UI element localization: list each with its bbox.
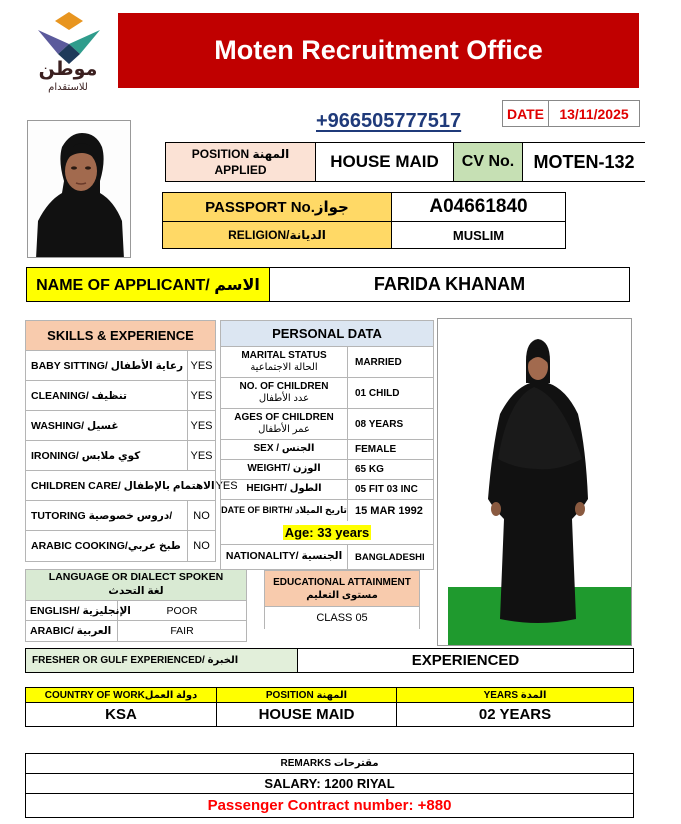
personal-value: 65 KG: [355, 464, 384, 475]
nationality-value: BANGLADESHI: [355, 551, 425, 563]
skill-row: [26, 471, 238, 501]
applicant-portrait-icon: [28, 121, 131, 258]
passport-photo: [27, 120, 131, 258]
skill-value: YES: [215, 479, 238, 492]
personal-row: [221, 480, 433, 500]
applicant-name-row: [26, 267, 630, 302]
label-en: AGES OF CHILDREN: [234, 411, 334, 423]
education-value: CLASS 05: [316, 612, 368, 624]
education-title: [265, 571, 419, 607]
education-table: [264, 570, 420, 629]
label-en: NO. OF CHILDREN: [239, 380, 329, 392]
cv-number-label: CV No.: [454, 143, 523, 181]
full-length-photo: [437, 318, 632, 646]
age-highlight: Age: 33 years: [284, 525, 370, 540]
skill-value: YES: [190, 419, 213, 432]
language-level: FAIR: [170, 625, 194, 637]
education-title-en: EDUCATIONAL ATTAINMENT: [273, 576, 411, 588]
personal-label: [221, 409, 348, 439]
personal-data-table: [220, 320, 434, 570]
skill-label: TUTORING دروس خصوصية/: [26, 501, 188, 530]
position-label-en: POSITION: [191, 146, 250, 161]
language-title-en: LANGUAGE OR DIALECT SPOKEN: [48, 571, 224, 584]
header-country: COUNTRY OF WORKدولة العمل: [26, 688, 217, 702]
personal-row: [221, 500, 433, 521]
personal-row: [221, 347, 433, 378]
personal-value: FEMALE: [355, 444, 397, 455]
remarks-table: [25, 753, 634, 818]
personal-row: [221, 409, 433, 440]
language-table: [25, 569, 247, 642]
skill-value: YES: [190, 359, 213, 372]
personal-label: WEIGHT/ الوزن: [221, 460, 348, 479]
personal-row: [221, 378, 433, 409]
language-label: ARABIC/ العربية: [26, 621, 118, 641]
language-row: [26, 601, 246, 621]
date-label: DATE: [503, 101, 549, 126]
work-history-header: [26, 688, 633, 703]
header-position: POSITION المهنة: [217, 688, 397, 702]
header-years: YEARS المدة: [483, 689, 547, 701]
language-label: ENGLISH/ الإنجليزية: [26, 601, 118, 620]
personal-label: [221, 347, 348, 377]
position-applied-row: [165, 142, 645, 182]
skill-row: [26, 441, 215, 471]
applicant-name-label: NAME OF APPLICANT/ الاسم: [26, 268, 270, 301]
logo-arabic-name: موطن: [38, 59, 98, 80]
work-position: HOUSE MAID: [217, 703, 397, 726]
personal-value: 15 MAR 1992: [355, 504, 423, 517]
label-ar: الحالة الاجتماعية: [250, 362, 318, 373]
personal-row: [221, 440, 433, 460]
logo-arabic-subtitle: للاستقدام: [48, 82, 88, 93]
experience-row: [25, 648, 634, 673]
personal-label: HEIGHT/ الطول: [221, 480, 348, 499]
skill-row: [26, 381, 215, 411]
position-applied-label: [166, 143, 316, 181]
religion-value: MUSLIM: [452, 227, 505, 243]
skill-value: YES: [190, 389, 213, 402]
skill-label: ARABIC COOKING/طبخ عربي: [26, 531, 188, 561]
experience-value: EXPERIENCED: [411, 652, 520, 669]
position-applied-value: HOUSE MAID: [316, 143, 454, 181]
personal-row: [221, 545, 433, 569]
date-value: 13/11/2025: [559, 105, 629, 122]
position-label-line2: APPLIED: [214, 163, 267, 177]
phone-number-link[interactable]: +966505777517: [316, 110, 462, 132]
work-years: 02 YEARS: [478, 706, 552, 723]
date-box: [502, 100, 640, 127]
skill-label: CHILDREN CARE/ الاهتمام بالإطفال: [26, 471, 216, 500]
personal-value: 01 CHILD: [355, 387, 400, 399]
cv-number-value: MOTEN-132: [533, 151, 635, 172]
page-title: Moten Recruitment Office: [214, 35, 543, 65]
position-label-ar: المهنة: [252, 146, 290, 161]
personal-label: [221, 378, 348, 408]
remarks-title: REMARKS مقترحات: [26, 754, 633, 774]
language-title-ar: لغة التحدث: [108, 585, 164, 597]
work-country: KSA: [26, 703, 217, 726]
age-row: [221, 521, 433, 545]
applicant-name-value: FARIDA KHANAM: [373, 274, 526, 294]
logo-mark-icon: [34, 10, 104, 66]
nationality-label: NATIONALITY/ الجنسية: [221, 545, 348, 569]
experience-label: FRESHER OR GULF EXPERIENCED/ الخبرة: [26, 649, 298, 672]
label-en: MARITAL STATUS: [241, 349, 327, 361]
passport-label: PASSPORT No.جواز: [163, 193, 392, 222]
label-ar: عدد الأطفال: [258, 393, 310, 404]
skill-row: [26, 411, 215, 441]
education-title-ar: مستوى التعليم: [306, 589, 378, 601]
contract-remark: Passenger Contract number: +880: [207, 797, 452, 814]
personal-data-title: PERSONAL DATA: [221, 321, 433, 347]
header-banner: [118, 13, 639, 88]
skill-row: [26, 531, 215, 561]
applicant-full-body-icon: [438, 319, 632, 646]
passport-religion-table: [162, 192, 566, 249]
work-history-table: [25, 687, 634, 727]
work-history-row: [26, 703, 633, 726]
personal-value: 05 FIT 03 INC: [355, 484, 418, 495]
skill-value: NO: [193, 509, 210, 522]
skill-row: [26, 501, 215, 531]
skill-label: BABY SITTING/ رعاية الأطفال: [26, 351, 188, 380]
personal-label: DATE OF BIRTH/ تاريخ الميلاد: [221, 500, 348, 521]
language-title: [26, 570, 246, 601]
skills-title: SKILLS & EXPERIENCE: [26, 321, 215, 351]
personal-row: [221, 460, 433, 480]
language-level: POOR: [166, 604, 198, 617]
skill-label: CLEANING/ تنظيف: [26, 381, 188, 410]
salary-remark: SALARY: 1200 RIYAL: [26, 774, 633, 794]
personal-value: 08 YEARS: [355, 418, 404, 430]
skill-value: NO: [193, 540, 210, 552]
skills-table: [25, 320, 238, 562]
language-row: [26, 621, 246, 641]
skill-value: YES: [190, 449, 213, 462]
personal-value: MARRIED: [355, 356, 402, 368]
religion-label: RELIGION/الديانة: [163, 222, 392, 248]
skill-label: IRONING/ كوي ملابس: [26, 441, 188, 470]
passport-value: A04661840: [392, 193, 565, 222]
label-ar: عمر الأطفال: [258, 424, 310, 435]
skill-label: WASHING/ غسيل: [26, 411, 188, 440]
skill-row: [26, 351, 215, 381]
personal-label: SEX / الجنس: [221, 440, 348, 459]
